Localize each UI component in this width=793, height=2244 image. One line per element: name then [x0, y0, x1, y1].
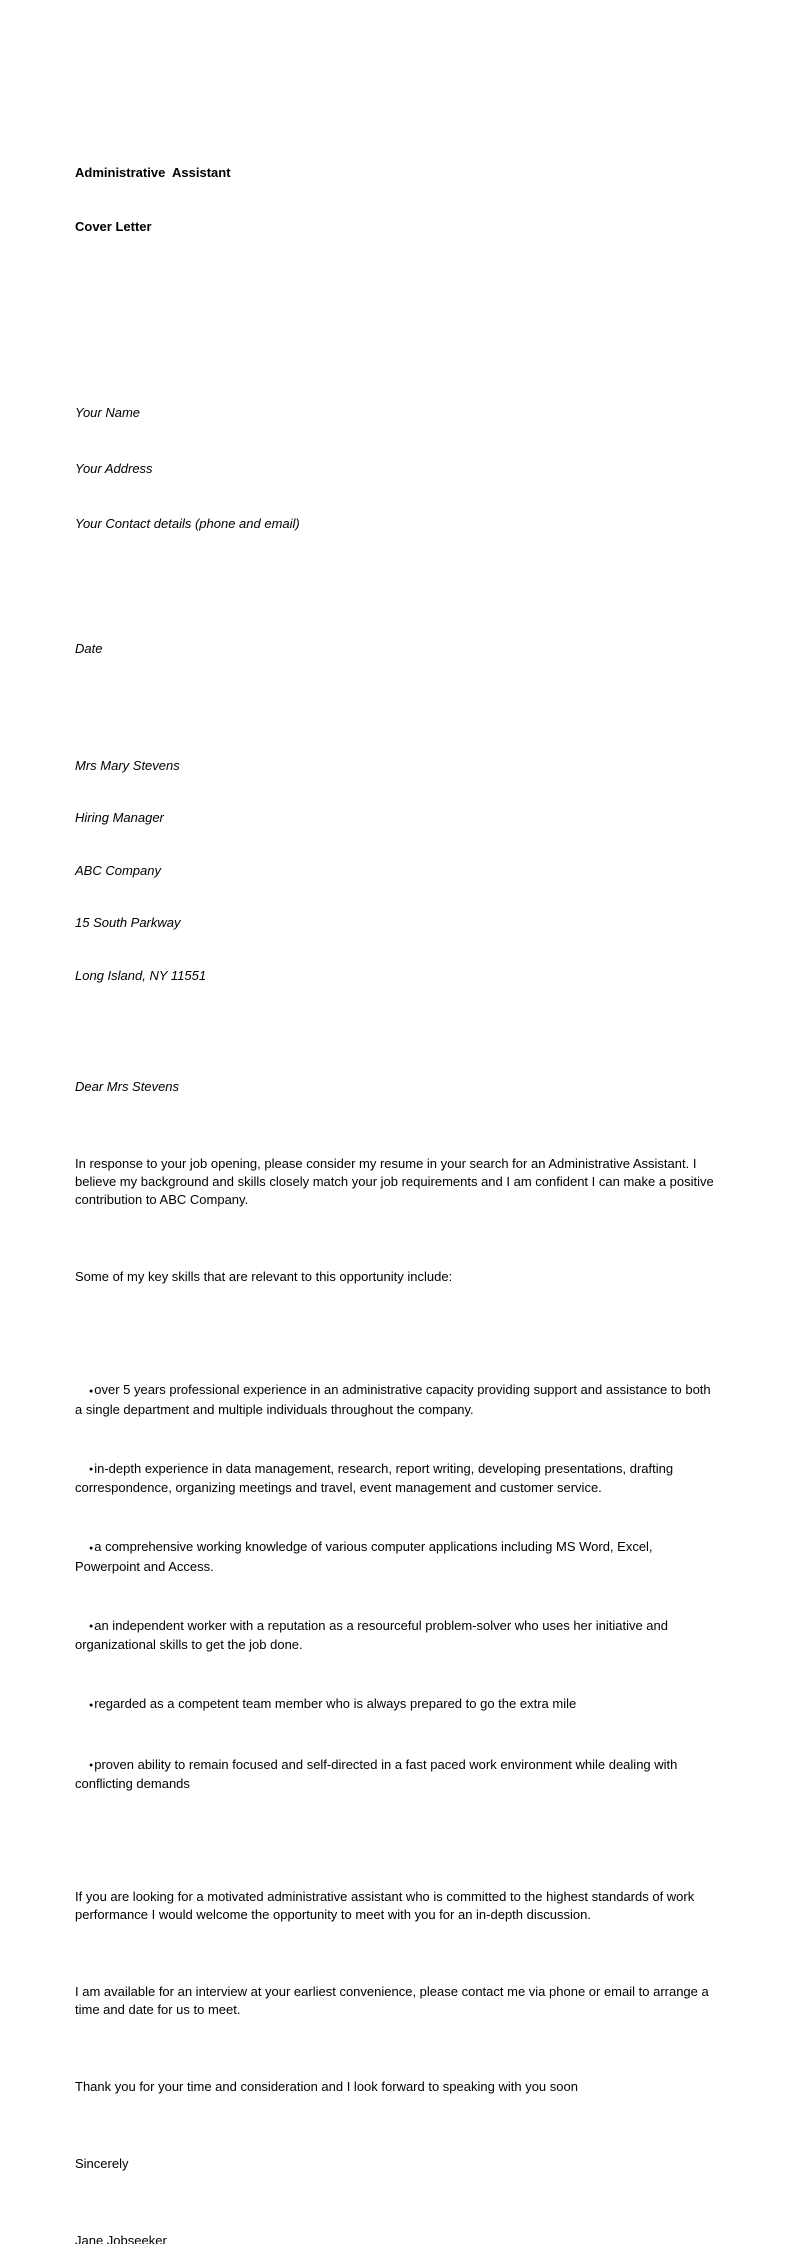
- bullet-text: regarded as a competent team member who is always prepared to go the extra mile: [94, 1696, 577, 1711]
- recipient-company: ABC Company: [75, 862, 161, 878]
- signature: Jane Jobseeker: [75, 2233, 167, 2244]
- bullet-item-focused: [75, 1756, 718, 1794]
- paragraph-closing-thanks: Thank you for your time and consideration and I look forward to speaking with you soon: [75, 2079, 578, 2094]
- document-title-line2: Cover Letter: [75, 219, 152, 234]
- paragraph-closing-fit: If you are looking for a motivated administrative assistant who is committed to the highest standards of work performance I would welcome the opportunity to meet with you for an in-depth discussion.: [75, 1889, 698, 1922]
- bullet-icon: ●: [89, 1623, 94, 1630]
- bullet-icon: ●: [89, 1701, 94, 1709]
- document-title: [75, 128, 718, 272]
- bullet-icon: ●: [89, 1466, 94, 1473]
- recipient-street-address: 15 South Parkway: [75, 915, 181, 930]
- bullet-text: over 5 years professional experience in an administrative capacity providing support and assistance to both a single department and multiple individuals throughout the company.: [75, 1382, 715, 1417]
- bullet-text: proven ability to remain focused and self-directed in a fast paced work environment while dealing with conflicting demands: [75, 1756, 682, 1791]
- recipient-block: [75, 722, 718, 1020]
- sender-contact-details: Your Contact details (phone and email): [75, 516, 300, 531]
- recipient-job-title: Hiring Manager: [75, 810, 164, 825]
- paragraph-skills-lead: Some of my key skills that are relevant to this opportunity include:: [75, 1269, 453, 1284]
- paragraph-intro: In response to your job opening, please consider my resume in your search for an Administrative Assistant. I believe my background and skills closely match your job requirements and I am confident I can make a positive contribution to ABC Company.: [75, 1156, 718, 1207]
- bullet-item-computer-skills: [75, 1538, 718, 1576]
- sender-address: Your Address: [75, 460, 153, 476]
- bullet-item-team-member: [75, 1695, 718, 1715]
- bullet-icon: ●: [89, 1387, 94, 1395]
- bullet-text: in-depth experience in data management, research, report writing, developing presentations, drafting correspondence, organizing meetings and travel, event management and customer service.: [75, 1460, 677, 1495]
- bullet-text: an independent worker with a reputation as a resourceful problem-solver who uses her initiative and organizational skills to get the job done.: [75, 1617, 672, 1652]
- recipient-name: Mrs Mary Stevens: [75, 757, 180, 773]
- recipient-city-state-zip: Long Island, NY 11551: [75, 967, 207, 983]
- bullet-icon: ●: [89, 1544, 94, 1552]
- date-line: Date: [75, 640, 103, 656]
- signoff: Sincerely: [75, 2156, 129, 2171]
- document-title-line1: Administrative Assistant: [75, 165, 231, 180]
- bullet-text: a comprehensive working knowledge of various computer applications including MS Word, Excel, Powerpoint and Access.: [75, 1539, 657, 1574]
- sender-name: Your Name: [75, 405, 141, 420]
- skills-bullet-list: [75, 1345, 718, 1834]
- bullet-item-experience: [75, 1381, 718, 1419]
- paragraph-closing-availability: I am available for an interview at your earliest convenience, please contact me via phone or email to arrange a time and date for us to meet.: [75, 1984, 713, 2017]
- sender-block: [75, 367, 718, 571]
- bullet-item-data-management: [75, 1460, 718, 1498]
- salutation: Dear Mrs Stevens: [75, 1079, 180, 1094]
- bullet-item-independent-worker: [75, 1617, 718, 1655]
- bullet-icon: ●: [89, 1762, 94, 1769]
